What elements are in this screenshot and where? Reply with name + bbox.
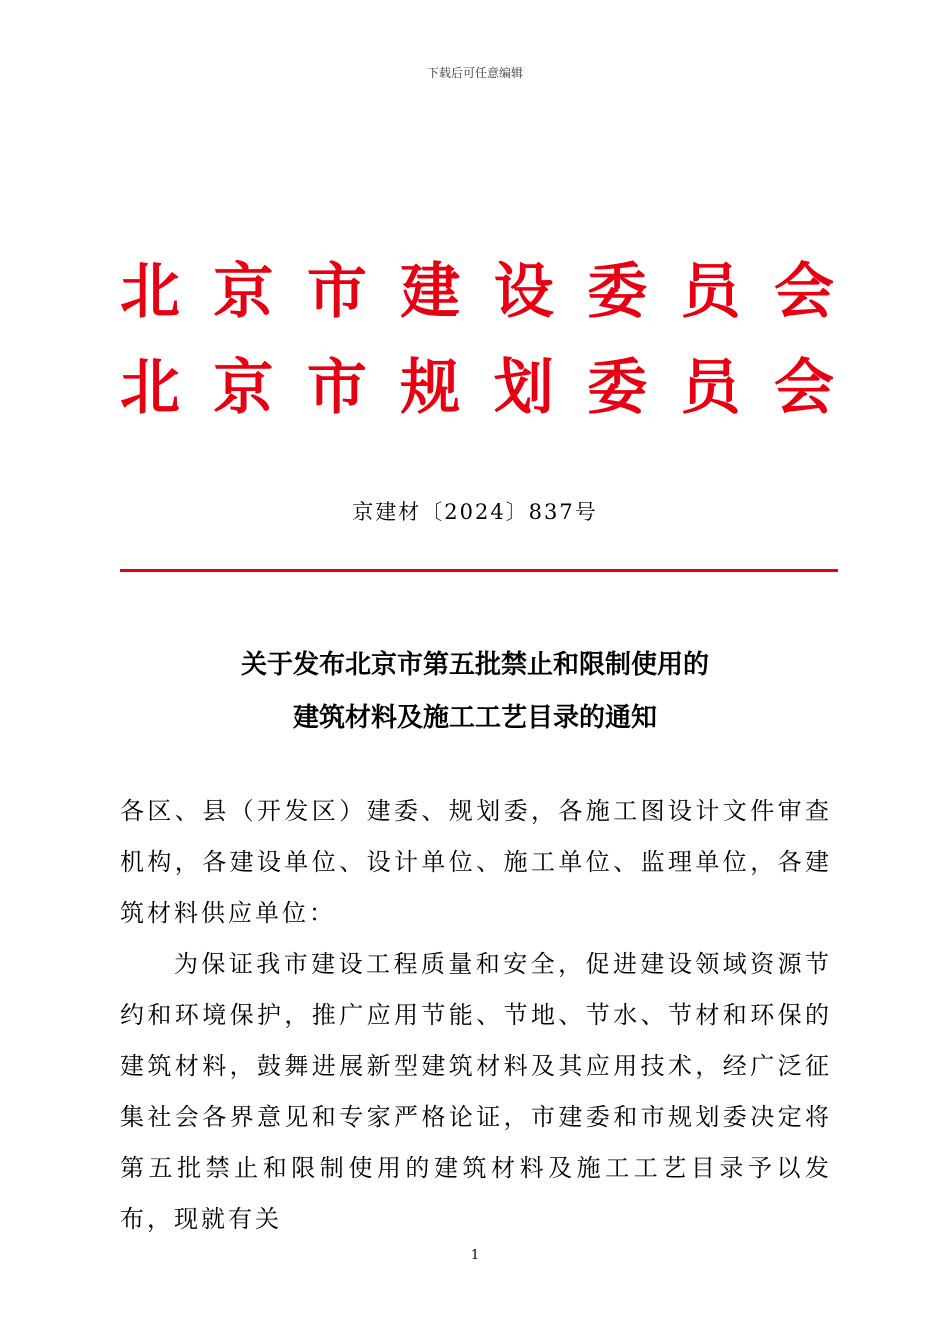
header-note: 下载后可任意编辑 [426,66,523,80]
issuing-authority-line-2 [120,353,834,423]
org-char: 划 [493,353,554,423]
org-char: 市 [306,257,367,327]
salutation: 各区、县（开发区）建委、规划委，各施工图设计文件审查机构，各建设单位、设计单位、施工单位、监理单位，各建筑材料供应单位： [120,797,832,927]
org-char: 员 [680,353,741,423]
org-char: 北 [120,257,180,327]
org-char: 京 [213,257,274,327]
org-char: 京 [213,353,274,423]
org-char: 委 [587,353,648,423]
org-char: 会 [773,353,834,423]
document-number: 京建材〔2024〕837号 [352,500,598,524]
issuing-authority-line-1 [120,257,834,327]
notice-title-line-2: 建筑材料及施工工艺目录的通知 [292,703,657,733]
page-number: 1 [470,1248,480,1263]
body-paragraph: 为保证我市建设工程质量和安全，促进建设领域资源节约和环境保护，推广应用节能、节地、节水、节材和环保的建筑材料，鼓舞进展新型建筑材料及其应用技术，经广泛征集社会各界意见和专家严格论证，市建委和市规划委决定将第五批禁止和限制使用的建筑材料及施工工艺目录予以发布，现就有关 [120,950,832,1233]
org-char: 建 [400,257,461,327]
org-char: 北 [120,353,180,423]
org-char: 市 [306,353,367,423]
notice-title-line-1: 关于发布北京市第五批禁止和限制使用的 [240,650,709,680]
org-char: 设 [493,257,554,327]
red-divider [120,569,838,572]
org-char: 员 [680,257,741,327]
org-char: 规 [400,353,461,423]
org-char: 会 [773,257,834,327]
org-char: 委 [587,257,648,327]
